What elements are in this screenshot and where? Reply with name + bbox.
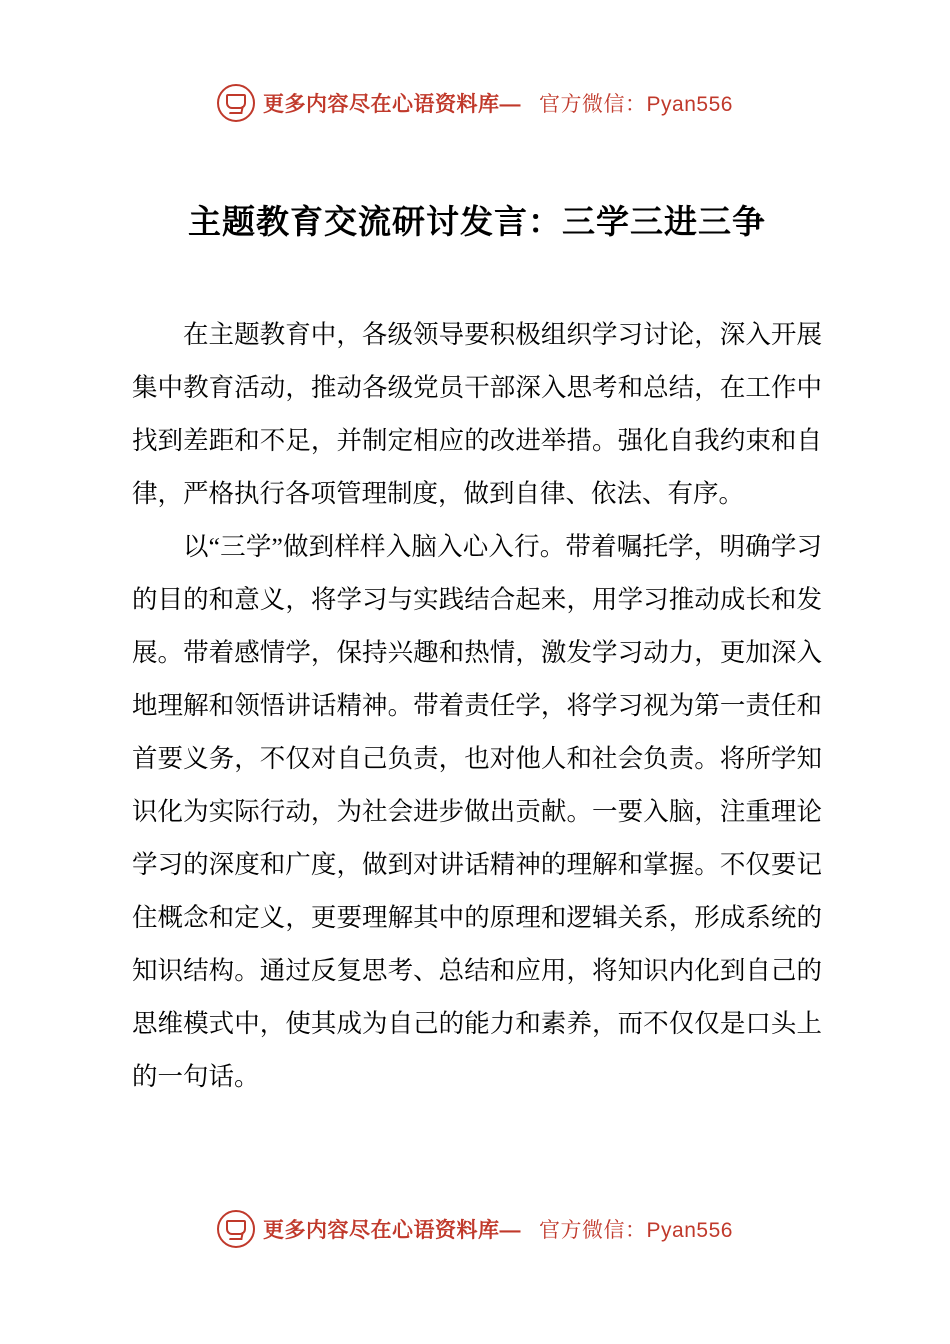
- watermark-sub-text: 官方微信：Pyan556: [539, 1219, 733, 1242]
- watermark-main-text: 更多内容尽在心语资料库—: [263, 1219, 522, 1242]
- watermark-banner-top: [0, 84, 950, 122]
- paragraph: 在主题教育中，各级领导要积极组织学习讨论，深入开展集中教育活动，推动各级党员干部深入思考和总结，在工作中找到差距和不足，并制定相应的改进举措。强化自我约束和自律，严格执行各项管理制度，做到自律、依法、有序。: [132, 320, 822, 509]
- watermark-main-text: 更多内容尽在心语资料库—: [263, 93, 522, 116]
- page-title: 主题教育交流研讨发言：三学三进三争: [188, 205, 766, 241]
- watermark-banner-bottom: [0, 1210, 950, 1248]
- watermark-sub-text: 官方微信：Pyan556: [539, 93, 733, 116]
- book-circle-logo-icon: [217, 1210, 255, 1248]
- document-body: [132, 200, 822, 1103]
- book-circle-logo-icon: [217, 84, 255, 122]
- paragraph: 以“三学”做到样样入脑入心入行。带着嘱托学，明确学习的目的和意义，将学习与实践结合起来，用学习推动成长和发展。带着感情学，保持兴趣和热情，激发学习动力，更加深入地理解和领悟讲话精神。带着责任学，将学习视为第一责任和首要义务，不仅对自己负责，也对他人和社会负责。将所学知识化为实际行动，为社会进步做出贡献。一要入脑，注重理论学习的深度和广度，做到对讲话精神的理解和掌握。不仅要记住概念和定义，更要理解其中的原理和逻辑关系，形成系统的知识结构。通过反复思考、总结和应用，将知识内化到自己的思维模式中，使其成为自己的能力和素养，而不仅仅是口头上的一句话。: [132, 532, 822, 1092]
